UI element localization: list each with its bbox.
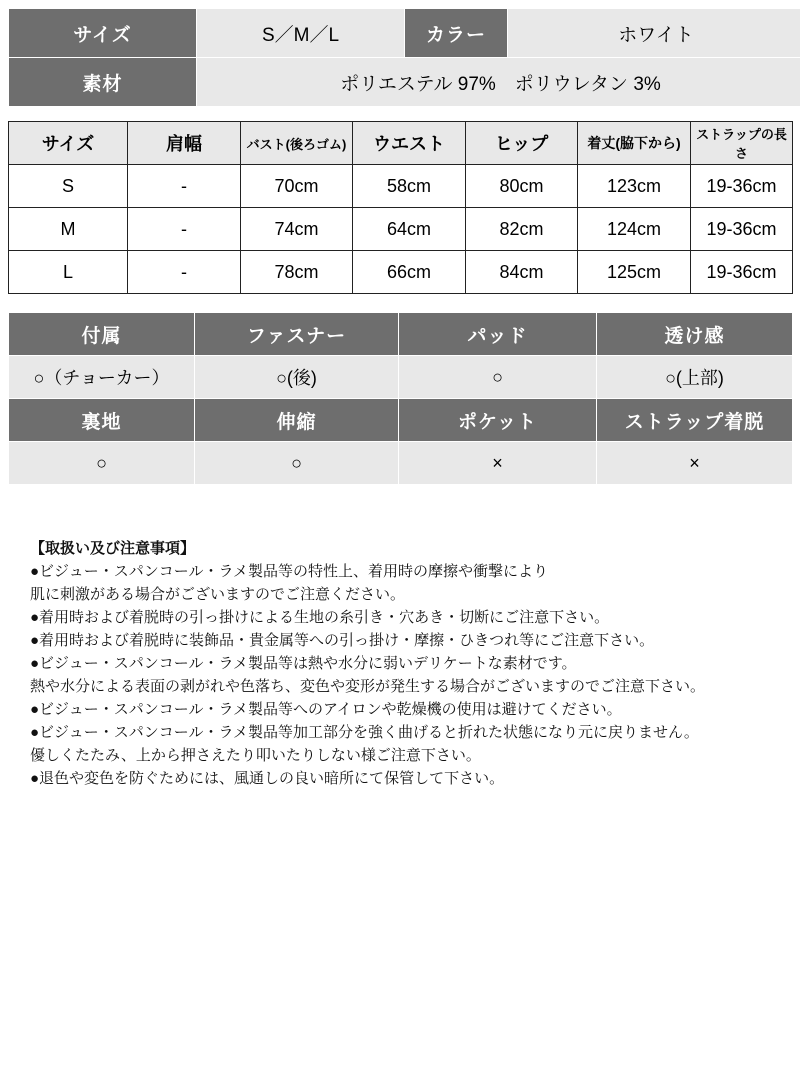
feature-value-pad: ○ (399, 356, 597, 399)
spec-size-value: S／M／L (197, 9, 405, 58)
care-instructions-line: ●ビジュー・スパンコール・ラメ製品等の特性上、着用時の摩擦や衝撃により (30, 563, 549, 580)
measurement-cell: - (128, 251, 241, 294)
table-header-row (9, 313, 793, 356)
spec-material-header: 素材 (9, 58, 197, 107)
feature-value-accessory: ○（チョーカー） (9, 356, 195, 399)
measurement-cell: 78cm (241, 251, 353, 294)
feature-header-accessory: 付属 (9, 313, 195, 356)
measurement-header-strap: ストラップの長さ (691, 122, 793, 165)
spec-color-value: ホワイト (508, 9, 800, 58)
table-row (9, 9, 800, 58)
care-instructions-line: 優しくたたみ、上から押さえたり叩いたりしない様ご注意下さい。 (30, 747, 481, 764)
measurement-header-hip: ヒップ (466, 122, 578, 165)
table-row (9, 165, 793, 208)
feature-header-zipper: ファスナー (195, 313, 399, 356)
measurement-cell: L (9, 251, 128, 294)
measurement-cell: - (128, 208, 241, 251)
measurement-cell: 19-36cm (691, 208, 793, 251)
measurement-cell: 58cm (353, 165, 466, 208)
spec-color-header: カラー (405, 9, 508, 58)
measurement-cell: 19-36cm (691, 165, 793, 208)
measurement-cell: 74cm (241, 208, 353, 251)
measurement-cell: 125cm (578, 251, 691, 294)
table-row (9, 251, 793, 294)
care-instructions-title: 【取扱い及び注意事項】 (30, 540, 196, 557)
measurement-cell: 84cm (466, 251, 578, 294)
table-row (9, 58, 800, 107)
feature-value-strap-detachable: × (597, 442, 793, 485)
measurement-cell: 64cm (353, 208, 466, 251)
care-instructions-line: ●ビジュー・スパンコール・ラメ製品等は熱や水分に弱いデリケートな素材です。 (30, 655, 577, 672)
table-row (9, 208, 793, 251)
measurement-cell: S (9, 165, 128, 208)
table-header-row (9, 399, 793, 442)
feature-value-pocket: × (399, 442, 597, 485)
spec-material-value: ポリエステル 97% ポリウレタン 3% (197, 58, 800, 107)
measurement-cell: 70cm (241, 165, 353, 208)
feature-header-lining: 裏地 (9, 399, 195, 442)
table-header-row (9, 122, 793, 165)
spec-summary-table (8, 8, 800, 107)
measurement-cell: 80cm (466, 165, 578, 208)
feature-header-pocket: ポケット (399, 399, 597, 442)
measurement-cell: - (128, 165, 241, 208)
measurement-header-length: 着丈(脇下から) (578, 122, 691, 165)
spec-size-header: サイズ (9, 9, 197, 58)
feature-value-lining: ○ (9, 442, 195, 485)
measurement-cell: 124cm (578, 208, 691, 251)
measurement-cell: M (9, 208, 128, 251)
feature-header-pad: パッド (399, 313, 597, 356)
measurement-cell: 66cm (353, 251, 466, 294)
measurement-cell: 19-36cm (691, 251, 793, 294)
table-row (9, 442, 793, 485)
feature-value-zipper: ○(後) (195, 356, 399, 399)
care-instructions-line: ●ビジュー・スパンコール・ラメ製品等加工部分を強く曲げると折れた状態になり元に戻りません。 (30, 724, 699, 741)
feature-value-sheerness: ○(上部) (597, 356, 793, 399)
measurement-header-size: サイズ (9, 122, 128, 165)
measurement-header-waist: ウエスト (353, 122, 466, 165)
feature-header-strap-detachable: ストラップ着脱 (597, 399, 793, 442)
feature-header-sheerness: 透け感 (597, 313, 793, 356)
care-instructions-line: ●着用時および着脱時の引っ掛けによる生地の糸引き・穴あき・切断にご注意下さい。 (30, 609, 610, 626)
care-instructions-line: ●ビジュー・スパンコール・ラメ製品等へのアイロンや乾燥機の使用は避けてください。 (30, 701, 622, 718)
care-instructions-line: ●退色や変色を防ぐためには、風通しの良い暗所にて保管して下さい。 (30, 770, 505, 787)
feature-value-stretch: ○ (195, 442, 399, 485)
feature-header-stretch: 伸縮 (195, 399, 399, 442)
measurement-header-bust: バスト(後ろゴム) (241, 122, 353, 165)
measurement-header-shoulder: 肩幅 (128, 122, 241, 165)
care-instructions (8, 537, 792, 790)
care-instructions-line: 肌に刺激がある場合がございますのでご注意ください。 (30, 586, 406, 603)
care-instructions-line: 熱や水分による表面の剥がれや色落ち、変色や変形が発生する場合がございますのでご注意下さい。 (30, 678, 706, 695)
measurement-table (8, 121, 793, 294)
measurement-cell: 82cm (466, 208, 578, 251)
measurement-cell: 123cm (578, 165, 691, 208)
care-instructions-line: ●着用時および着脱時に装飾品・貴金属等への引っ掛け・摩擦・ひきつれ等にご注意下さい。 (30, 632, 655, 649)
table-row (9, 356, 793, 399)
feature-table (8, 312, 793, 485)
